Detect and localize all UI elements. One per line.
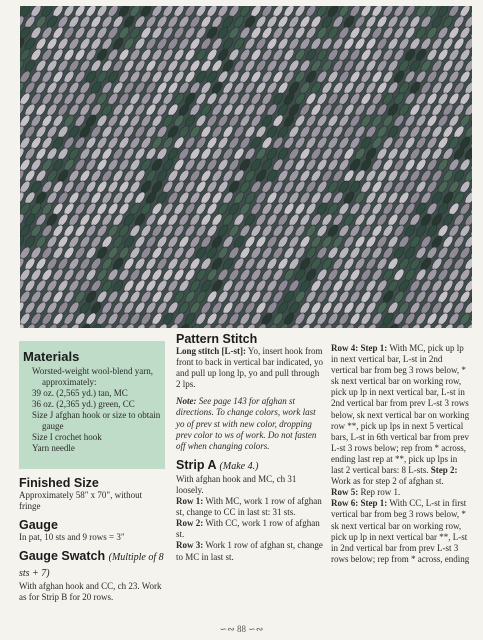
row-3-text: Work 1 row of afghan st, change to MC in last st. (176, 540, 323, 562)
stitch-photo (20, 6, 472, 328)
row-4-text: With MC, pick up lp in next vertical bar, L-st in 2nd vertical bar from beg 3 rows below, * sk next vertical bar on working row, pick up lp in next vertical bar, L-st in 2nd vertical bar from prev L-st 3 rows below, sk next vertical bar on working row **, pick up lps in next 5 vertical bars, L-st in 6th vertical bar from prev L-st 3 rows below; rep from * across, ending last rep at **, pick up lps in last 2 vertical bars: 8 L-sts. (331, 343, 470, 476)
pattern-stitch-text (176, 346, 323, 390)
step-2-label: Step 2: (430, 465, 458, 476)
materials-item: Yarn needle (32, 443, 75, 453)
row-2 (176, 518, 323, 540)
note-section (176, 396, 323, 451)
finished-size-text: Approximately 58" x 70", without fringe (19, 490, 143, 512)
note-text (176, 396, 323, 451)
gauge-title: Gauge (19, 518, 58, 533)
row-5-label: Row 5: (331, 487, 359, 498)
materials-item: Size J afghan hook or size to obtain gauge (32, 410, 161, 431)
gauge-swatch-subtitle: (Multiple of 8 sts + 7) (19, 552, 164, 580)
gauge-section (19, 518, 165, 543)
note-body: See page 143 for afghan st directions. To change colors, work last yo of prev st with new color, dropping prev color to ws of work. Do not fasten off when changing colors. (176, 396, 317, 451)
left-column (19, 476, 165, 609)
materials-box (19, 341, 165, 469)
row-6 (331, 498, 471, 565)
materials-item: 39 oz. (2,565 yd.) tan, MC (32, 388, 128, 398)
pattern-stitch-title: Pattern Stitch (176, 332, 258, 346)
row-1-label: Row 1: (176, 496, 204, 507)
finished-size-title: Finished Size (19, 476, 99, 490)
row-6-text: With CC, L-st in first vertical bar from beg 3 rows below, * sk next vertical bar on working row, pick up lp in next vertical bar **, L-st in 2nd vertical bar from prev L-st 3 rows below; rep from * across, ending (331, 498, 470, 564)
row-4 (331, 343, 471, 487)
row-3 (176, 540, 323, 562)
strip-a-intro: With afghan hook and MC, ch 31 loosely. (176, 473, 297, 495)
step-2-text: Work as for step 2 of afghan st. (331, 476, 444, 487)
materials-title: Materials (23, 349, 80, 364)
materials-item: 36 oz. (2,365 yd.) green, CC (32, 399, 135, 409)
page-number (0, 624, 483, 635)
row-5-text: Rep row 1. (360, 487, 401, 498)
right-column (331, 343, 471, 565)
long-stitch-definition: Yo, insert hook from front to back in vertical bar indicated, yo and pull up long lp, yo and pull through 2 lps. (176, 346, 323, 390)
row-4-label: Row 4: Step 1: (331, 343, 388, 353)
materials-item: Worsted-weight wool-blend yarn, approximately: (32, 366, 153, 387)
folio-ornament-left: ∽∾ (219, 624, 237, 634)
middle-column (176, 332, 323, 569)
pattern-stitch-section (176, 332, 323, 390)
gauge-swatch-text: With afghan hook and CC, ch 23. Work as for Strip B for 20 rows. (19, 581, 162, 603)
gauge-swatch-section (19, 549, 165, 603)
gauge-text: In pat, 10 sts and 9 rows = 3" (19, 532, 125, 543)
materials-item: Size I crochet hook (32, 432, 102, 442)
materials-list (22, 366, 165, 454)
finished-size-section (19, 476, 165, 512)
strip-a-subtitle: (Make 4.) (219, 460, 259, 472)
row-1 (176, 496, 323, 518)
row-3-label: Row 3: (176, 540, 204, 551)
long-stitch-term: Long stitch [L-st]: (176, 346, 246, 356)
folio-number: 88 (237, 624, 246, 634)
strip-a-heading (176, 458, 323, 474)
strip-a-title: Strip A (176, 457, 217, 472)
row-2-label: Row 2: (176, 518, 204, 529)
gauge-swatch-title: Gauge Swatch (19, 549, 106, 564)
strip-a-section (176, 458, 323, 563)
gauge-swatch-heading (19, 549, 165, 581)
row-2-text: With CC, work 1 row of afghan st. (176, 518, 320, 540)
row-1-text: With MC, work 1 row of afghan st, change to CC in last st: 31 sts. (176, 496, 322, 518)
row-5 (331, 487, 471, 498)
stitch-texture-image (20, 6, 472, 328)
folio-ornament-right: ∽∾ (246, 624, 264, 634)
note-label: Note: (176, 396, 197, 407)
row-6-label: Row 6: Step 1: (331, 498, 388, 509)
